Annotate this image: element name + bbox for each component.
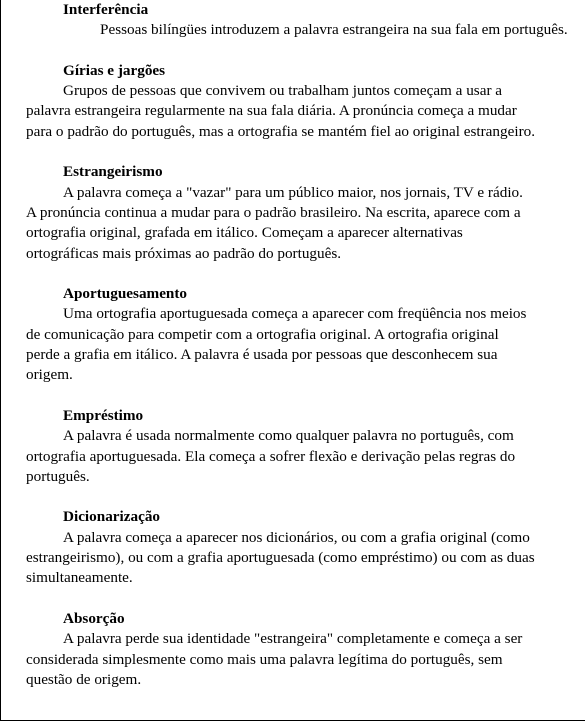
paragraph-line: Pessoas bilíngües introduzem a palavra estrangeira na sua fala em português. [100,21,568,39]
paragraph-line: A palavra começa a aparecer nos dicionários, ou com a grafia original (como [63,528,530,546]
section-paragraph [26,183,585,264]
section-paragraph [26,528,585,589]
section-girias-e-jargoes [26,61,585,142]
paragraph-line: português. [26,467,90,485]
section-estrangeirismo [26,162,585,263]
paragraph-line: ortografia aportuguesada. Ela começa a sofrer flexão e derivação pelas regras do [26,447,516,465]
paragraph-line: considerada simplesmente como mais uma palavra legítima do português, sem [26,650,503,668]
section-absorcao [26,609,585,690]
paragraph-line: A palavra é usada normalmente como qualquer palavra no português, com [63,427,514,445]
section-heading: Dicionarização [63,508,161,526]
paragraph-line: A palavra começa a "vazar" para um público maior, nos jornais, TV e rádio. [63,183,523,201]
paragraph-line: perde a grafia em itálico. A palavra é usada por pessoas que desconhecem sua [26,346,498,364]
section-emprestimo [26,406,585,487]
section-paragraph [26,81,585,142]
paragraph-line: A pronúncia continua a mudar para o padrão brasileiro. Na escrita, aparece com a [26,203,521,221]
paragraph-line: Grupos de pessoas que convivem ou trabalham juntos começam a usar a [63,82,503,100]
paragraph-line: simultaneamente. [26,569,133,587]
section-aportuguesamento [26,284,585,385]
paragraph-line: ortográficas mais próximas ao padrão do português. [26,244,342,262]
paragraph-line: estrangeirismo), ou com a grafia aportuguesada (como empréstimo) ou com as duas [26,549,535,567]
section-heading: Absorção [63,609,125,627]
paragraph-line: para o padrão do português, mas a ortografia se mantém fiel ao original estrangeiro. [26,122,536,140]
section-paragraph [26,426,585,487]
paragraph-line: Uma ortografia aportuguesada começa a aparecer com freqüência nos meios [63,305,527,323]
paragraph-line: palavra estrangeira regularmente na sua fala diária. A pronúncia começa a mudar [26,102,517,120]
section-paragraph [26,304,585,385]
section-heading: Gírias e jargões [63,61,166,79]
paragraph-line: origem. [26,366,73,384]
section-heading: Empréstimo [63,406,144,424]
section-interferencia [26,0,585,41]
section-heading: Interferência [63,1,149,18]
section-paragraph [26,20,585,40]
section-dicionarizacao [26,507,585,588]
paragraph-line: questão de origem. [26,670,142,688]
paragraph-line: ortografia original, grafada em itálico. Começam a aparecer alternativas [26,224,463,242]
section-paragraph [26,629,585,690]
paragraph-line: de comunicação para competir com a ortografia original. A ortografia original [26,325,499,343]
section-heading: Aportuguesamento [63,285,188,303]
section-heading: Estrangeirismo [63,163,163,181]
document-body [26,0,585,710]
paragraph-line: A palavra perde sua identidade "estrangeira" completamente e começa a ser [63,630,523,648]
